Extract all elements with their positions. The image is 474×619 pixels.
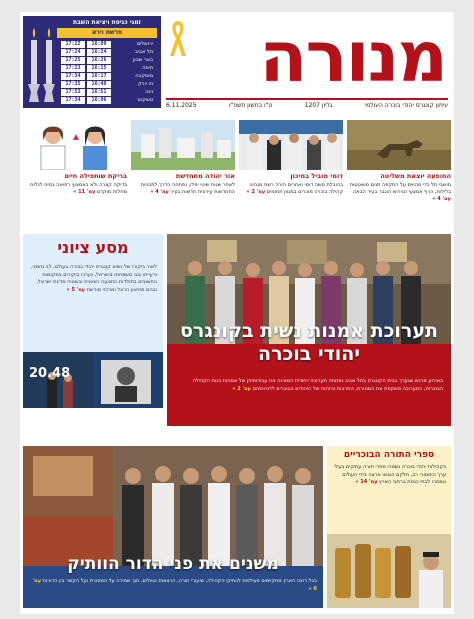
bottom-text: בכל רחבי הארץ מתקיימים פעילויות לוותיקי הקהילה, שיעורי תורה, הרצאות וטיולים, תוך שמירה על המסורת ועל הקשר בין הדורות עמ' 6 » (32, 578, 317, 592)
article-text: בקהילות יהודי בוכרה נשמרו ספרי תורה עתיקים בעלי ערך היסטורי רב, חלקם הובאו ארצה בידי העולים ונמסרו לבתי כנסת ברחבי הארץ עמ' 14 » (334, 464, 446, 485)
candle-lighting-time: 16:26 (87, 57, 111, 64)
story-text: לאחר שנות שינוי יפלו, נפתחה הדרך לתכניות התחדשות עירונית חדשות בעיר עמ' 4 » (140, 182, 235, 195)
city-name: מוסקבה (135, 73, 153, 79)
candle-times-row (61, 81, 153, 88)
candle-times-row (61, 49, 153, 56)
havdalah-time: 17:22 (61, 41, 85, 48)
havdalah-time: 17:25 (61, 57, 85, 64)
candle-lighting-time: 16:09 (87, 41, 111, 48)
candle-times-header: זמני כניסת ויציאת השבת (73, 19, 141, 26)
newspaper-title: מנורה (259, 16, 446, 98)
masthead (20, 12, 454, 114)
city-name: וינה (145, 89, 153, 95)
issue-number: גליון 1207 (304, 102, 333, 109)
candle-lighting-time: 16:51 (87, 89, 111, 96)
bottom-headline: משנים את פני הדור הוותיק (67, 554, 279, 574)
yellow-ribbon-icon (167, 18, 189, 58)
candle-times-row (61, 73, 153, 80)
city-name: טשקנט (137, 97, 153, 103)
dateline (166, 100, 448, 112)
city-render-photo (131, 120, 235, 170)
havdalah-time: 17:34 (61, 73, 85, 80)
candle-times-row (61, 65, 153, 72)
story-headline: החופעה יוצאת משליטה (380, 172, 451, 180)
torah-scrolls-photo (327, 534, 451, 608)
havdalah-time: 17:53 (61, 89, 85, 96)
candle-times-row (61, 97, 153, 104)
women-art-exhibition-article[interactable] (167, 234, 451, 426)
candle-lighting-time: 16:06 (87, 97, 111, 104)
story-domi[interactable] (239, 120, 343, 230)
story-text: בדיקה קצרה ולא באמצעי רפואה בסיס לגלות מחלות מוקדם עמ' 11 » (30, 182, 127, 195)
havdalah-time: 17:24 (61, 49, 85, 56)
story-text: בהובלת משה דומי ואחרים הורה רשת מנהיגי קהילה בוכרה מוכרים במגוון תחומים עמ' 2 » (246, 182, 343, 195)
candle-lighting-time: 16:15 (87, 65, 111, 72)
jackal-photo (347, 120, 451, 170)
story-headline: דומי מוביל במיכון (290, 172, 343, 180)
feature-headline: תערוכת אמנות נשית בקונגרס יהודי בוכרה (179, 320, 438, 365)
havdalah-time: 17:35 (61, 81, 85, 88)
publisher-line: עיתון קונגרס יהודי בוכרה העולמי (364, 102, 448, 109)
torah-scrolls-article[interactable] (327, 446, 451, 608)
city-name: ירושלים (136, 41, 153, 47)
story-headline: אור יהודה מתחדשת (175, 172, 235, 180)
gregorian-date: 6.11.2025 (166, 102, 197, 109)
doctor-illustration (23, 120, 127, 170)
candle-times-row (61, 41, 153, 48)
article-title: מסע ציוני (57, 238, 129, 257)
museum-panel-text: 20.48 (29, 366, 71, 381)
city-name: באר שבע (132, 57, 153, 63)
candle-times-table (59, 40, 155, 105)
senior-generation-article[interactable] (23, 446, 323, 608)
candlesticks-icon (25, 22, 59, 106)
candle-times-row (61, 57, 153, 64)
candle-times-row (61, 89, 153, 96)
city-name: תל אביב (135, 49, 153, 55)
story-or-yehuda[interactable] (131, 120, 235, 230)
candle-lighting-time: 16:24 (87, 49, 111, 56)
group-photo (239, 120, 343, 170)
story-jackals[interactable] (347, 120, 451, 230)
havdalah-time: 17:34 (61, 97, 85, 104)
parasha-label: פרשת וירא (57, 28, 157, 38)
seniors-group-photo (23, 446, 323, 566)
candle-lighting-time: 16:40 (87, 81, 111, 88)
zionist-journey-article[interactable] (23, 234, 163, 408)
hebrew-date: ט"ו בחשון תשפ"ו (228, 102, 273, 109)
city-name: ניו יורק (138, 81, 153, 87)
newspaper-front-page (20, 12, 454, 614)
candle-lighting-time: 16:17 (87, 73, 111, 80)
story-text: תושבי תל כדי מהווים על התקפה תנים משוטטות בלילות, הרף אמצעי הגירוש הוגבר בעיר הבאה עמ' 4 » (349, 182, 451, 202)
top-stories-row (23, 120, 451, 230)
story-health[interactable] (23, 120, 127, 230)
article-text: לאור ביקורו של נשיא קונגרס יהודי בוכרה בעולם, לב נחמני, ורעייתו ובני משפחתו בישראל, נערכו ביקורים במקומות החשובים בתולדות התנועה הציונית ובשטחי מדינת ישראל, ובהם מוזיאון הרצל ומרכזי מורשת עמ' 5 » (30, 264, 157, 293)
candle-times-box (23, 16, 161, 108)
article-title: ספרי התורה הבוכריים (343, 450, 435, 460)
feature-text: באירוע מרגש שנערך בבית הקונגרס בתל אביב נפתחה תערוכה ייחודית המציגה את עבודותיהן של אמניות בנות הקהילה הבוכרית, התערוכה משקפת את המסורת, התרבות והזהות של היהודים הבוכרים לדורותיהם עמ' 2 » (192, 378, 443, 392)
havdalah-time: 17:23 (61, 65, 85, 72)
city-name: חיפה (142, 65, 153, 71)
story-headline: בריקת שותפילה חיים (64, 172, 127, 180)
